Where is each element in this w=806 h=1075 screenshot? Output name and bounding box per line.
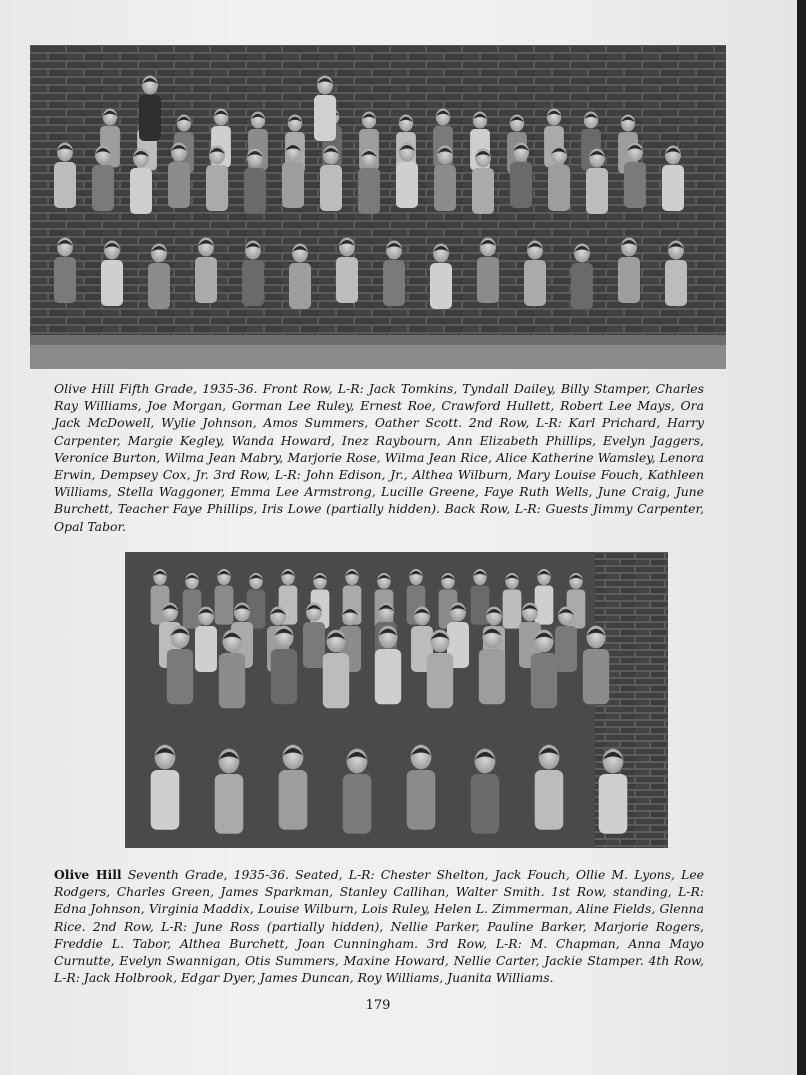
caption-text: Seventh Grade, 1935-36. Seated, L-R: Chester Shelton, Jack Fouch, Ollie M. Lyons, Lee Rodgers, Charles Green, James Sparkman, Stanley Callihan, Walter Smith. 1st Row, standing, L-R: Edna Johnson, Virginia Maddix, Louise Wilburn, Lois Ruley, Helen L. Zimmerman, Aline Fields, Glenna Rice. 2nd Row, L-R: June Ross (partially hidden), Nellie Parker, Pauline Barker, Marjorie Rogers, Freddie L. Tabor, Althea Burchett, Joan Cunningham. 3rd Row, L-R: M. Chapman, Anna Mayo Curnutte, Evelyn Swannigan, Otis Summers, Maxine Howard, Nellie Carter, Jackie Stamper. 4th Row, L-R: Jack Holbrook, Edgar Dyer, James Duncan, Roy Williams, Juanita Williams. bbox=[54, 867, 704, 986]
student-figure bbox=[215, 569, 234, 625]
student-figure bbox=[242, 241, 264, 307]
student-figure bbox=[54, 143, 76, 209]
student-figure bbox=[383, 241, 405, 307]
student-figure bbox=[323, 630, 349, 709]
student-figure bbox=[282, 143, 304, 209]
student-figure bbox=[510, 143, 532, 209]
student-figure bbox=[244, 149, 266, 215]
fifth-grade-class-photo bbox=[30, 45, 726, 369]
student-figure bbox=[289, 244, 311, 310]
student-figure bbox=[665, 241, 687, 307]
teacher-figure bbox=[139, 76, 161, 142]
student-figure bbox=[555, 607, 577, 673]
student-figure bbox=[531, 630, 557, 709]
student-figure bbox=[168, 143, 190, 209]
student-figure bbox=[54, 238, 76, 304]
student-figure bbox=[427, 630, 453, 709]
student-figure bbox=[472, 149, 494, 215]
teacher-figure bbox=[314, 76, 336, 142]
student-figure bbox=[279, 745, 308, 830]
student-figure bbox=[524, 241, 546, 307]
student-figure bbox=[535, 745, 564, 830]
student-figure bbox=[434, 146, 456, 212]
student-figure bbox=[571, 244, 593, 310]
student-figure bbox=[586, 149, 608, 215]
student-figure bbox=[375, 626, 401, 705]
student-figure bbox=[130, 149, 152, 215]
student-figure bbox=[195, 607, 217, 673]
student-figure bbox=[167, 626, 193, 705]
seventh-grade-caption bbox=[54, 866, 704, 986]
student-figure bbox=[583, 626, 609, 705]
student-figure bbox=[503, 573, 522, 629]
caption-text: Front Row, L-R: Jack Tomkins, Tyndall Dailey, Billy Stamper, Charles Ray Williams, Joe Morgan, Gorman Lee Ruley, Ernest Roe, Crawford Hullett, Robert Lee Mays, Ora Jack McDowell, Wylie Johnson, Amos Summers, Oather Scott. 2nd Row, L-R: Karl Prichard, Harry Carpenter, Margie Kegley, Wanda Howard, Inez Raybourn, Ann Elizabeth Phillips, Evelyn Jaggers, Veronice Burton, Wilma Jean Mabry, Marjorie Rose, Wilma Jean Rice, Alice Katherine Wamsley, Lenora Erwin, Dempsey Cox, Jr. 3rd Row, L-R: John Edison, Jr., Althea Wilburn, Mary Louise Fouch, Kathleen Williams, Stella Waggoner, Emma Lee Armstrong, Lucille Greene, Faye Ruth Wells, June Craig, June Burchett, Teacher Faye Phillips, Iris Lowe (partially hidden). Back Row, L-R: Guests Jimmy Carpenter, Opal Tabor. bbox=[54, 381, 704, 534]
student-figure bbox=[471, 749, 500, 834]
student-figure bbox=[336, 238, 358, 304]
student-figure bbox=[407, 745, 436, 830]
caption-title: Olive Hill bbox=[54, 867, 122, 882]
student-figure bbox=[195, 238, 217, 304]
caption-title: Olive Hill Fifth Grade, 1935-36. bbox=[54, 381, 258, 396]
student-figure bbox=[548, 146, 570, 212]
student-figure bbox=[151, 745, 180, 830]
student-figure bbox=[271, 626, 297, 705]
page-number: 179 bbox=[365, 998, 391, 1013]
student-figure bbox=[101, 241, 123, 307]
student-figure bbox=[535, 569, 554, 625]
student-figure bbox=[320, 146, 342, 212]
fifth-grade-caption bbox=[54, 380, 704, 535]
student-figure bbox=[477, 238, 499, 304]
student-figure bbox=[148, 244, 170, 310]
student-figure bbox=[358, 149, 380, 215]
student-figure bbox=[303, 603, 325, 669]
student-figure bbox=[206, 146, 228, 212]
student-figure bbox=[183, 573, 202, 629]
student-figure bbox=[618, 238, 640, 304]
student-figure bbox=[599, 749, 628, 834]
student-figure bbox=[479, 626, 505, 705]
student-figure bbox=[396, 143, 418, 209]
student-figure bbox=[215, 749, 244, 834]
student-figure bbox=[247, 573, 266, 629]
student-figure bbox=[430, 244, 452, 310]
student-figure bbox=[219, 630, 245, 709]
student-figure bbox=[92, 146, 114, 212]
student-figure bbox=[624, 143, 646, 209]
student-figure bbox=[662, 146, 684, 212]
seventh-grade-class-photo bbox=[125, 552, 668, 848]
student-figure bbox=[343, 749, 372, 834]
